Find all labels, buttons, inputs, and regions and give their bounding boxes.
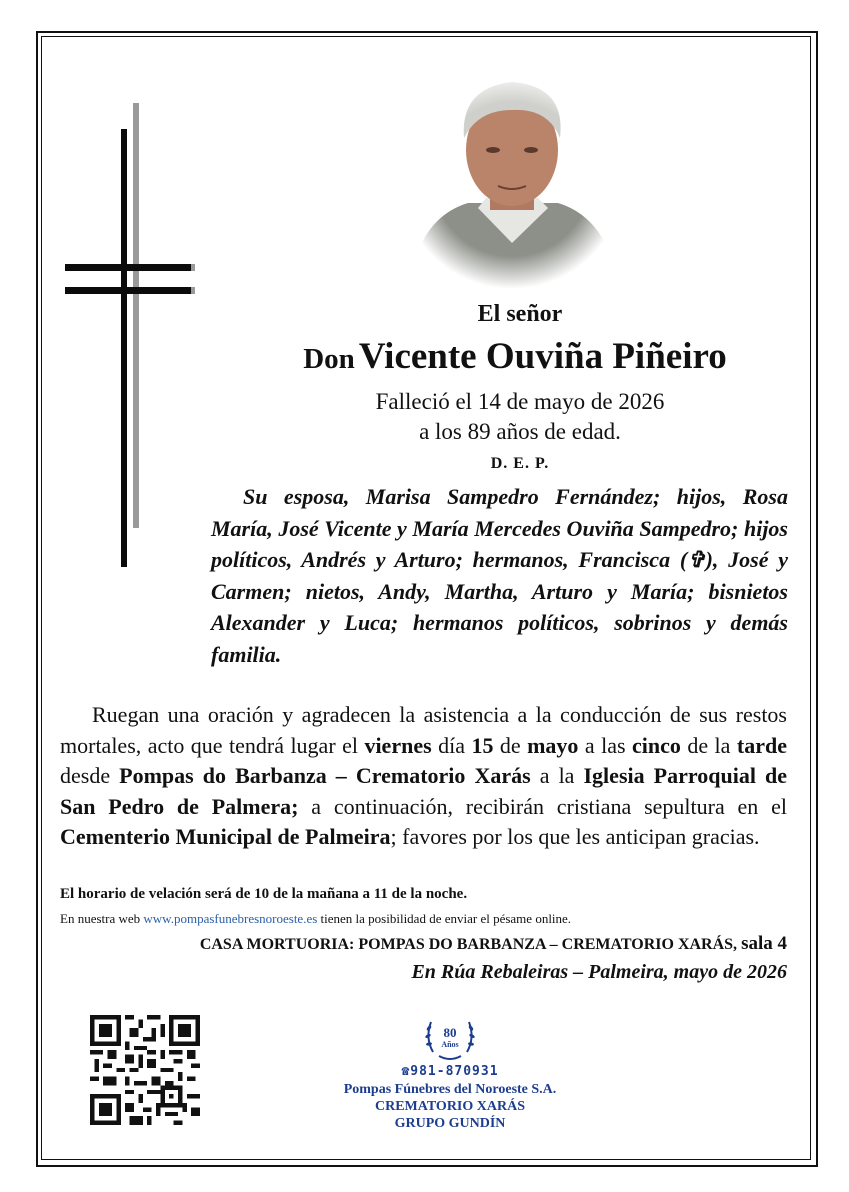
place-date-line: En Rúa Rebaleiras – Palmeira, mayo de 2026 [411, 961, 787, 983]
viewing-hours: El horario de velación será de 10 de la mañana a 11 de la noche. [60, 886, 468, 902]
phone-number[interactable]: 981-870931 [410, 1064, 499, 1079]
deceased-portrait [398, 68, 626, 290]
ceremony-paragraph: Ruegan una oración y agradecen la asistencia a la conducción de sus restos mortales, acto que tendrá lugar el viernes día 15 de mayo a las cinco de la tarde desde Pompas do Barbanza – Crematorio Xarás a la Iglesia Parroquial de San Pedro de Palmera; a continuación, recibirán cristiana sepultura en el Cementerio Municipal de Palmeira; favores por los que les anticipan gracias. [60, 702, 787, 849]
web-notice: En nuestra web www.pompasfunebresnoroeste.es tienen la posibilidad de enviar el pésame online. [60, 911, 572, 926]
family-paragraph: Su esposa, Marisa Sampedro Fernández; hijos, Rosa María, José Vicente y María Mercedes Ouviña Sampedro; hijos políticos, Andrés y Arturo; hermanos, Francisca (✞), José y Carmen; nietos, Andy, Martha, Arturo y María; bisnietos Alexander y Luca; hermanos políticos, sobrinos y demás familia. [211, 484, 788, 667]
group-name: GRUPO GUNDÍN [394, 1116, 506, 1131]
company-block [280, 1081, 620, 1132]
death-date: Falleció el 14 de mayo de 2026 [375, 389, 665, 414]
crematorio-name: CREMATORIO XARÁS [375, 1099, 525, 1114]
funeral-home-line: CASA MORTUORIA: POMPAS DO BARBANZA – CREMATORIO XARÁS, sala 4 [199, 933, 787, 954]
badge-word: Años [441, 1040, 459, 1049]
sala-label: sala 4 [741, 933, 787, 954]
website-link[interactable]: www.pompasfunebresnoroeste.es [143, 911, 318, 926]
anniversary-logo [421, 1008, 479, 1066]
phone-icon: ☎ [401, 1064, 411, 1079]
name-prefix: Don [303, 343, 355, 375]
qr-code[interactable] [90, 1015, 200, 1125]
company-name: Pompas Fúnebres del Noroeste S.A. [343, 1082, 557, 1097]
badge-number: 80 [443, 1025, 457, 1040]
title-el-senor: El señor [477, 301, 563, 327]
age-line: a los 89 años de edad. [419, 419, 621, 444]
deceased-name [220, 335, 810, 378]
dep-label: D. E. P. [490, 455, 550, 472]
full-name: Vicente Ouviña Piñeiro [358, 336, 727, 377]
phone-line [300, 1064, 600, 1079]
